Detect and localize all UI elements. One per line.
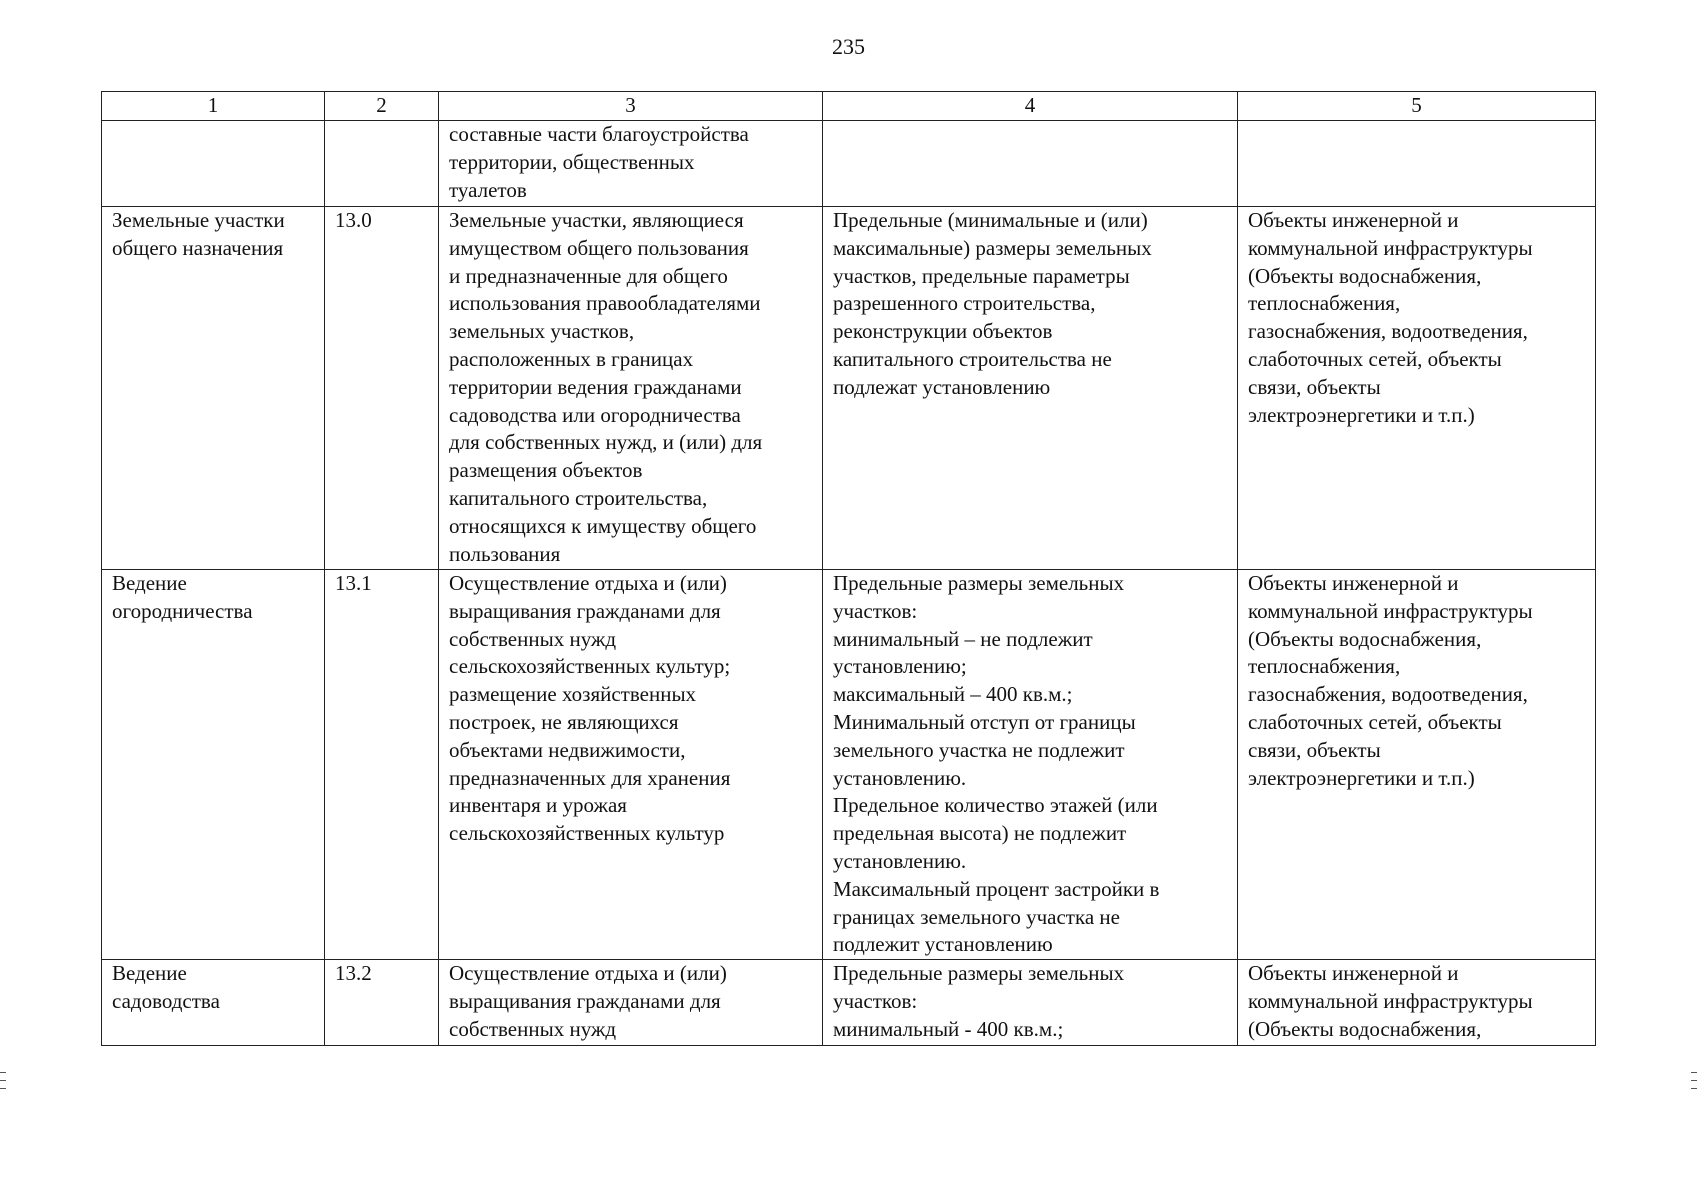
text-line: максимальные) размеры земельных [833, 235, 1152, 260]
text-line: пользования [449, 541, 561, 566]
land-use-code-cell [325, 207, 439, 570]
land-use-name-cell [102, 570, 325, 960]
text-line: коммунальной инфраструктуры [1248, 598, 1533, 623]
land-use-description-cell [439, 121, 823, 207]
column-header: 1 [102, 92, 325, 121]
table-header-row [102, 92, 1596, 121]
text-line: предназначенных для хранения [449, 765, 731, 790]
text-line: капитального строительства не [833, 346, 1112, 371]
page-number: 235 [832, 34, 865, 59]
code-text: 13.0 [335, 208, 372, 232]
text-line: и предназначенные для общего [449, 263, 728, 288]
column-header: 2 [325, 92, 439, 121]
text-line: сельскохозяйственных культур; [449, 654, 731, 679]
text-line: (Объекты водоснабжения, [1248, 263, 1482, 288]
land-use-table [101, 91, 1596, 1046]
text-line: теплоснабжения, [1248, 654, 1401, 679]
text-line: составные части благоустройства [449, 122, 749, 146]
text-line: разрешенного строительства, [833, 291, 1096, 316]
table-row [102, 960, 1596, 1046]
parameters-cell [823, 121, 1238, 207]
text-line: построек, не являющихся [449, 709, 679, 734]
text-line: участков: [833, 598, 918, 623]
text-line: размещения объектов [449, 458, 643, 483]
text-line: Предельные (минимальные и (или) [833, 208, 1148, 232]
permitted-objects-cell [1238, 960, 1596, 1046]
text-line: садоводства [112, 988, 220, 1013]
text-line: Объекты инженерной и [1248, 208, 1459, 232]
text-line: земельных участков, [449, 319, 635, 344]
text-line: подлежит установлению [833, 932, 1053, 957]
permitted-objects-cell [1238, 570, 1596, 960]
text-line: газоснабжения, водоотведения, [1248, 682, 1528, 707]
text-line: установлению; [833, 654, 967, 679]
text-line: подлежат установлению [833, 374, 1051, 399]
land-use-description-cell [439, 570, 823, 960]
text-line: предельная высота) не подлежит [833, 821, 1127, 846]
text-line: земельного участка не подлежит [833, 737, 1125, 762]
text-line: Предельное количество этажей (или [833, 793, 1158, 818]
text-line: (Объекты водоснабжения, [1248, 1016, 1482, 1041]
text-line: относящихся к имуществу общего [449, 513, 757, 538]
column-header: 4 [823, 92, 1238, 121]
text-line: Предельные размеры земельных [833, 571, 1125, 595]
text-line: Осуществление отдыха и (или) [449, 961, 727, 986]
text-line: установлению. [833, 765, 967, 790]
text-line: максимальный – 400 кв.м.; [833, 682, 1073, 707]
text-line: слаботочных сетей, объекты [1248, 346, 1502, 371]
permitted-objects-cell [1238, 207, 1596, 570]
land-use-code-cell [325, 121, 439, 207]
text-line: участков: [833, 988, 918, 1013]
parameters-cell [823, 570, 1238, 960]
text-line: имуществом общего пользования [449, 235, 749, 260]
land-use-description-cell [439, 207, 823, 570]
text-line: Ведение [112, 961, 187, 986]
text-line: собственных нужд [449, 626, 617, 651]
table-row [102, 570, 1596, 960]
text-line: газоснабжения, водоотведения, [1248, 319, 1528, 344]
text-line: садоводства или огородничества [449, 402, 741, 427]
text-line: (Объекты водоснабжения, [1248, 626, 1482, 651]
text-line: Осуществление отдыха и (или) [449, 571, 727, 595]
land-use-name-cell [102, 960, 325, 1046]
land-use-name-cell [102, 121, 325, 207]
text-line: Земельные участки [112, 208, 285, 232]
text-line: Предельные размеры земельных [833, 961, 1125, 986]
text-line: капитального строительства, [449, 485, 708, 510]
column-header: 5 [1238, 92, 1596, 121]
text-line: размещение хозяйственных [449, 682, 697, 707]
code-text: 13.1 [335, 571, 372, 595]
text-line: минимальный - 400 кв.м.; [833, 1016, 1064, 1041]
text-line: собственных нужд [449, 1016, 617, 1041]
text-line: сельскохозяйственных культур [449, 821, 725, 846]
permitted-objects-cell [1238, 121, 1596, 207]
text-line: территории, общественных [449, 149, 695, 174]
text-line: электроэнергетики и т.п.) [1248, 402, 1475, 427]
text-line: связи, объекты [1248, 737, 1381, 762]
land-use-code-cell [325, 570, 439, 960]
land-use-description-cell [439, 960, 823, 1046]
land-use-name-cell [102, 207, 325, 570]
text-line: для собственных нужд, и (или) для [449, 430, 763, 455]
text-line: использования правообладателями [449, 291, 761, 316]
text-line: электроэнергетики и т.п.) [1248, 765, 1475, 790]
column-header: 3 [439, 92, 823, 121]
text-line: коммунальной инфраструктуры [1248, 235, 1533, 260]
text-line: границах земельного участка не [833, 904, 1120, 929]
text-line: минимальный – не подлежит [833, 626, 1093, 651]
text-line: связи, объекты [1248, 374, 1381, 399]
text-line: теплоснабжения, [1248, 291, 1401, 316]
text-line: выращивания гражданами для [449, 988, 721, 1013]
text-line: Земельные участки, являющиеся [449, 208, 744, 232]
text-line: расположенных в границах [449, 346, 694, 371]
text-line: территории ведения гражданами [449, 374, 742, 399]
parameters-cell [823, 960, 1238, 1046]
text-line: инвентаря и урожая [449, 793, 627, 818]
text-line: коммунальной инфраструктуры [1248, 988, 1533, 1013]
text-line: Ведение [112, 571, 187, 595]
code-text: 13.2 [335, 961, 372, 986]
table-row [102, 207, 1596, 570]
parameters-cell [823, 207, 1238, 570]
table-row [102, 121, 1596, 207]
text-line: туалетов [449, 177, 527, 202]
text-line: Максимальный процент застройки в [833, 876, 1160, 901]
text-line: участков, предельные параметры [833, 263, 1130, 288]
text-line: установлению. [833, 848, 967, 873]
text-line: слаботочных сетей, объекты [1248, 709, 1502, 734]
text-line: объектами недвижимости, [449, 737, 686, 762]
text-line: Объекты инженерной и [1248, 961, 1459, 986]
text-line: огородничества [112, 598, 253, 623]
text-line: общего назначения [112, 235, 284, 260]
text-line: выращивания гражданами для [449, 598, 721, 623]
text-line: Минимальный отступ от границы [833, 709, 1136, 734]
land-use-code-cell [325, 960, 439, 1046]
text-line: реконструкции объектов [833, 319, 1053, 344]
text-line: Объекты инженерной и [1248, 571, 1459, 595]
